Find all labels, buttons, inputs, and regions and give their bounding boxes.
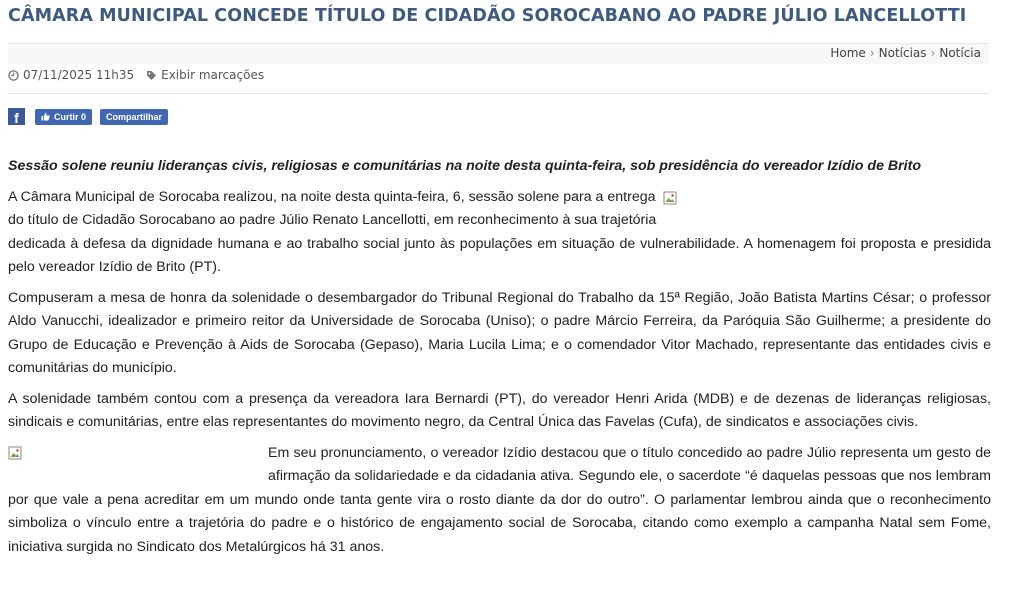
article-body — [8, 155, 991, 566]
chevron-right-icon: › — [930, 46, 936, 60]
thumbs-up-icon — [41, 112, 50, 121]
broken-image-icon — [8, 446, 22, 460]
chevron-right-icon: › — [869, 46, 875, 60]
facebook-like-button[interactable] — [35, 109, 92, 125]
tag-icon — [146, 70, 157, 81]
paragraph-text: dedicada à defesa da dignidade humana e ao trabalho social junto às populações em situação de vulnerabilidade. A homenagem foi proposta e presidida pelo vereador Izídio de Brito (PT). — [8, 235, 991, 275]
publish-date: 07/11/2025 11h35 — [23, 68, 135, 82]
breadcrumb-home[interactable]: Home — [830, 46, 866, 60]
breadcrumb-news[interactable]: Notícias — [878, 46, 927, 60]
facebook-like-label: Curtir 0 — [54, 111, 87, 122]
facebook-icon[interactable]: f — [8, 108, 25, 125]
article-lead: Sessão solene reuniu lideranças civis, religiosas e comunitárias na noite desta quinta-feira, sob presidência do vereador Izídio de Brito — [8, 158, 922, 174]
paragraph-line — [8, 186, 991, 210]
share-bar — [8, 108, 168, 125]
breadcrumb-current: Notícia — [939, 46, 981, 60]
breadcrumb-bar — [8, 43, 989, 64]
show-tags-label: Exibir marcações — [161, 68, 265, 82]
facebook-share-label: Compartilhar — [106, 111, 163, 122]
meta-divider — [8, 93, 989, 94]
page-title: CÂMARA MUNICIPAL CONCEDE TÍTULO DE CIDADÃO SOROCABANO AO PADRE JÚLIO LANCELLOTTI — [8, 6, 967, 26]
breadcrumb — [830, 46, 981, 60]
article-meta — [8, 68, 264, 82]
paragraph-text: A Câmara Municipal de Sorocaba realizou, na noite desta quinta-feira, 6, sessão solene para a entrega — [8, 188, 656, 205]
article-paragraph — [8, 442, 991, 560]
broken-image-icon — [663, 190, 677, 204]
paragraph-text: do título de Cidadão Sorocabano ao padre Júlio Renato Lancellotti, em reconhecimento à sua trajetória — [8, 212, 657, 228]
facebook-share-button[interactable] — [100, 109, 168, 125]
show-tags-link[interactable] — [146, 68, 264, 82]
clock-icon — [8, 70, 19, 81]
article-paragraph: Compuseram a mesa de honra da solenidade o desembargador do Tribunal Regional do Trabalho da 15ª Região, João Batista Martins César; o professor Aldo Vanucchi, idealizador e primeiro reitor da Universidade de Sorocaba (Uniso); o padre Márcio Ferreira, da Paróquia São Guilherme; a presidente do Grupo de Educação e Prevenção à Aids de Sorocaba (Gepaso), Maria Lucila Lima; e o comendador Vitor Machado, representante das entidades civis e comunitárias do município. — [8, 289, 991, 376]
article-image — [8, 442, 266, 482]
article-paragraph: A solenidade também contou com a presença da vereadora Iara Bernardi (PT), do vereador Henri Arida (MDB) e de dezenas de lideranças religiosas, sindicais e comunitárias, entre elas representantes do movimento negro, da Central Única das Favelas (Cufa), de sindicatos e associações civis. — [8, 390, 991, 430]
article-paragraph — [8, 186, 991, 280]
paragraph-text: Em seu pronunciamento, o vereador Izídio destacou que o título concedido ao padre Júlio representa um gesto de afirmação da solidariedade e da cidadania ativa. Segundo ele, o sacerdote “é daquelas pessoas que nos lembram por que vale a pena acreditar em um mundo onde tanta gente vira o rosto diante da dor do outro”. O parlamentar lembrou ainda que o reconhecimento simboliza o vínculo entre a trajetória do padre e o histórico de engajamento social de Sorocaba, citando como exemplo a campanha Natal sem Fome, iniciativa surgida no Sindicato dos Metalúrgicos há 31 anos. — [8, 444, 991, 555]
